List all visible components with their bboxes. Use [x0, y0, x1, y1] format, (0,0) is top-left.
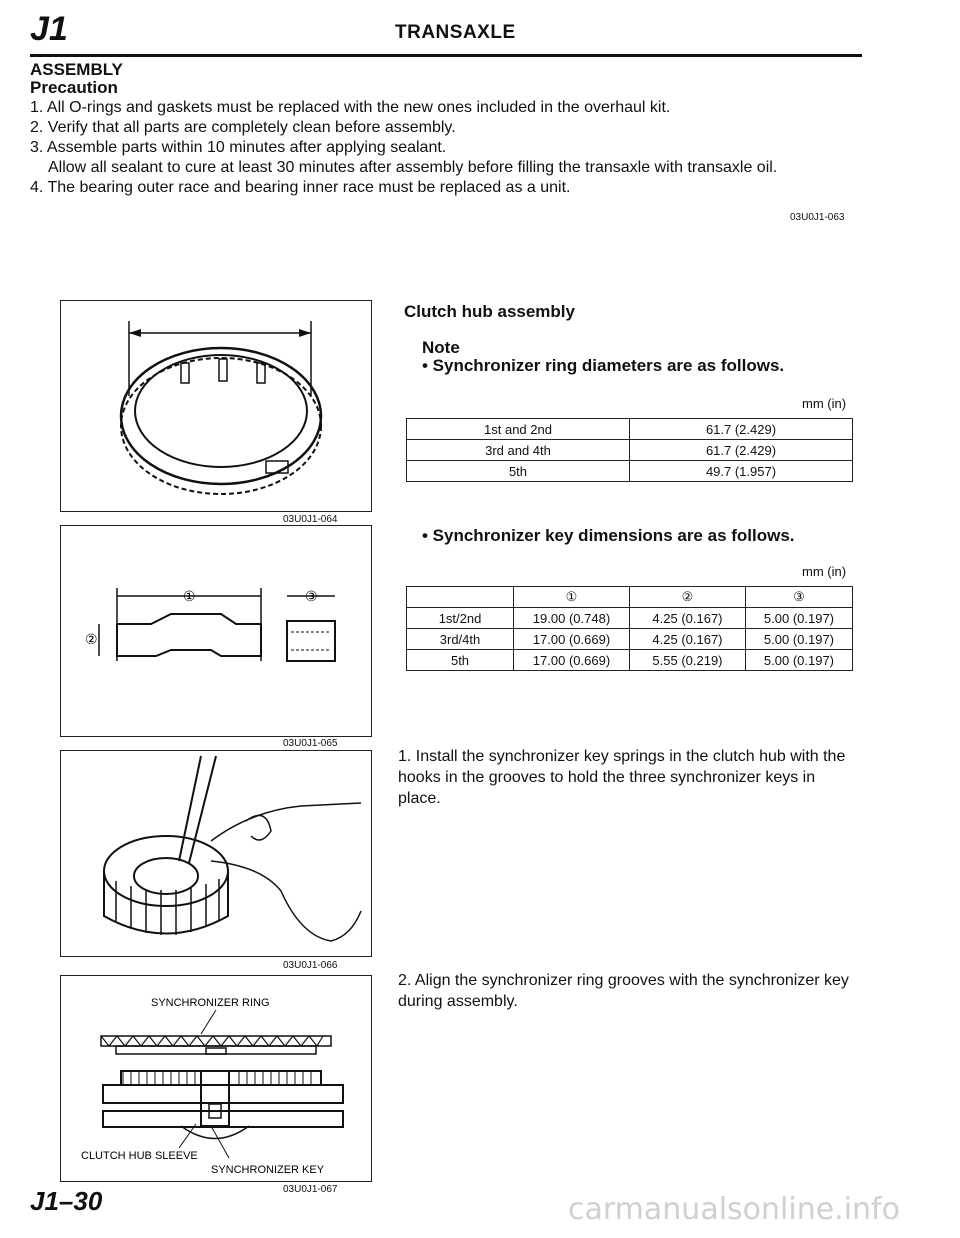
step-2: 2. Align the synchronizer ring grooves with the synchronizer key during assembly.	[398, 972, 849, 1010]
table-cell: 5.00 (0.197)	[745, 650, 852, 671]
precaution-item: Allow all sealant to cure at least 30 minutes after assembly before filling the transaxle with transaxle oil.	[48, 159, 778, 176]
table-row	[407, 629, 853, 650]
table-cell: 5th	[407, 650, 514, 671]
table-cell: 1st/2nd	[407, 608, 514, 629]
table-cell: 3rd and 4th	[407, 440, 630, 461]
table-cell: 17.00 (0.669)	[514, 629, 630, 650]
table-header-cell	[407, 587, 514, 608]
header-rule	[30, 54, 862, 57]
note-heading: Note	[422, 338, 460, 357]
note-bullet-ring: • Synchronizer ring diameters are as follows.	[422, 356, 785, 375]
label-synchronizer-ring: SYNCHRONIZER RING	[151, 997, 270, 1009]
watermark: carmanualsonline.info	[568, 1192, 900, 1227]
table-cell: 49.7 (1.957)	[630, 461, 853, 482]
table-cell: 19.00 (0.748)	[514, 608, 630, 629]
label-clutch-hub-sleeve: CLUTCH HUB SLEEVE	[81, 1150, 198, 1162]
precaution-item: 2. Verify that all parts are completely clean before assembly.	[30, 119, 456, 136]
figure-code: 03U0J1-064	[283, 514, 338, 525]
page-title: TRANSAXLE	[395, 22, 516, 43]
table-cell: 3rd/4th	[407, 629, 514, 650]
key-dimension-table	[406, 586, 853, 671]
ring-diameter-table	[406, 418, 853, 482]
table-header-cell: ②	[629, 587, 745, 608]
table-cell: 5th	[407, 461, 630, 482]
figure-synchronizer-ring-diameter	[60, 300, 372, 512]
figure-install-key-springs	[60, 750, 372, 957]
table-header-row	[407, 587, 853, 608]
clutch-hub-section-illustration	[61, 976, 371, 1181]
figure-code: 03U0J1-065	[283, 738, 338, 749]
synchronizer-key-illustration	[61, 526, 371, 736]
table-row	[407, 608, 853, 629]
section-code: J1	[30, 10, 68, 48]
table-cell: 61.7 (2.429)	[630, 440, 853, 461]
precaution-list	[30, 98, 870, 198]
clutch-hub-install-illustration	[61, 751, 371, 956]
note-bullet-key: • Synchronizer key dimensions are as follows.	[422, 526, 795, 545]
table-cell: 5.00 (0.197)	[745, 608, 852, 629]
table-header-cell: ①	[514, 587, 630, 608]
step-1: 1. Install the synchronizer key springs in the clutch hub with the hooks in the grooves to hold the three synchronizer keys in place.	[398, 748, 846, 807]
precaution-item: 4. The bearing outer race and bearing inner race must be replaced as a unit.	[30, 179, 571, 196]
table1-unit: mm (in)	[802, 396, 847, 411]
figure-clutch-hub-section	[60, 975, 372, 1182]
table-row	[407, 461, 853, 482]
precaution-heading: Precaution	[30, 78, 118, 97]
page-number: J1–30	[30, 1186, 103, 1216]
dimension-label-2: ②	[85, 631, 98, 647]
figure-synchronizer-key-dimensions	[60, 525, 372, 737]
table-row	[407, 650, 853, 671]
figure-code: 03U0J1-066	[283, 960, 338, 971]
clutch-hub-heading: Clutch hub assembly	[404, 302, 575, 321]
table-cell: 5.55 (0.219)	[629, 650, 745, 671]
precaution-item: 3. Assemble parts within 10 minutes after applying sealant.	[30, 139, 447, 156]
figure-code: 03U0J1-067	[283, 1184, 338, 1195]
table-cell: 17.00 (0.669)	[514, 650, 630, 671]
dimension-label-1: ①	[183, 588, 196, 604]
table-header-cell: ③	[745, 587, 852, 608]
precaution-code: 03U0J1-063	[790, 212, 845, 223]
precaution-item: 1. All O-rings and gaskets must be replaced with the new ones included in the overhaul kit.	[30, 99, 671, 116]
table2-unit: mm (in)	[802, 564, 847, 579]
table-row	[407, 419, 853, 440]
table-cell: 4.25 (0.167)	[629, 608, 745, 629]
dimension-label-3: ③	[305, 588, 318, 604]
assembly-heading: ASSEMBLY	[30, 60, 123, 79]
table-cell: 1st and 2nd	[407, 419, 630, 440]
table-cell: 4.25 (0.167)	[629, 629, 745, 650]
label-synchronizer-key: SYNCHRONIZER KEY	[211, 1164, 325, 1176]
table-cell: 61.7 (2.429)	[630, 419, 853, 440]
table-row	[407, 440, 853, 461]
synchronizer-ring-illustration	[61, 301, 371, 511]
table-cell: 5.00 (0.197)	[745, 629, 852, 650]
